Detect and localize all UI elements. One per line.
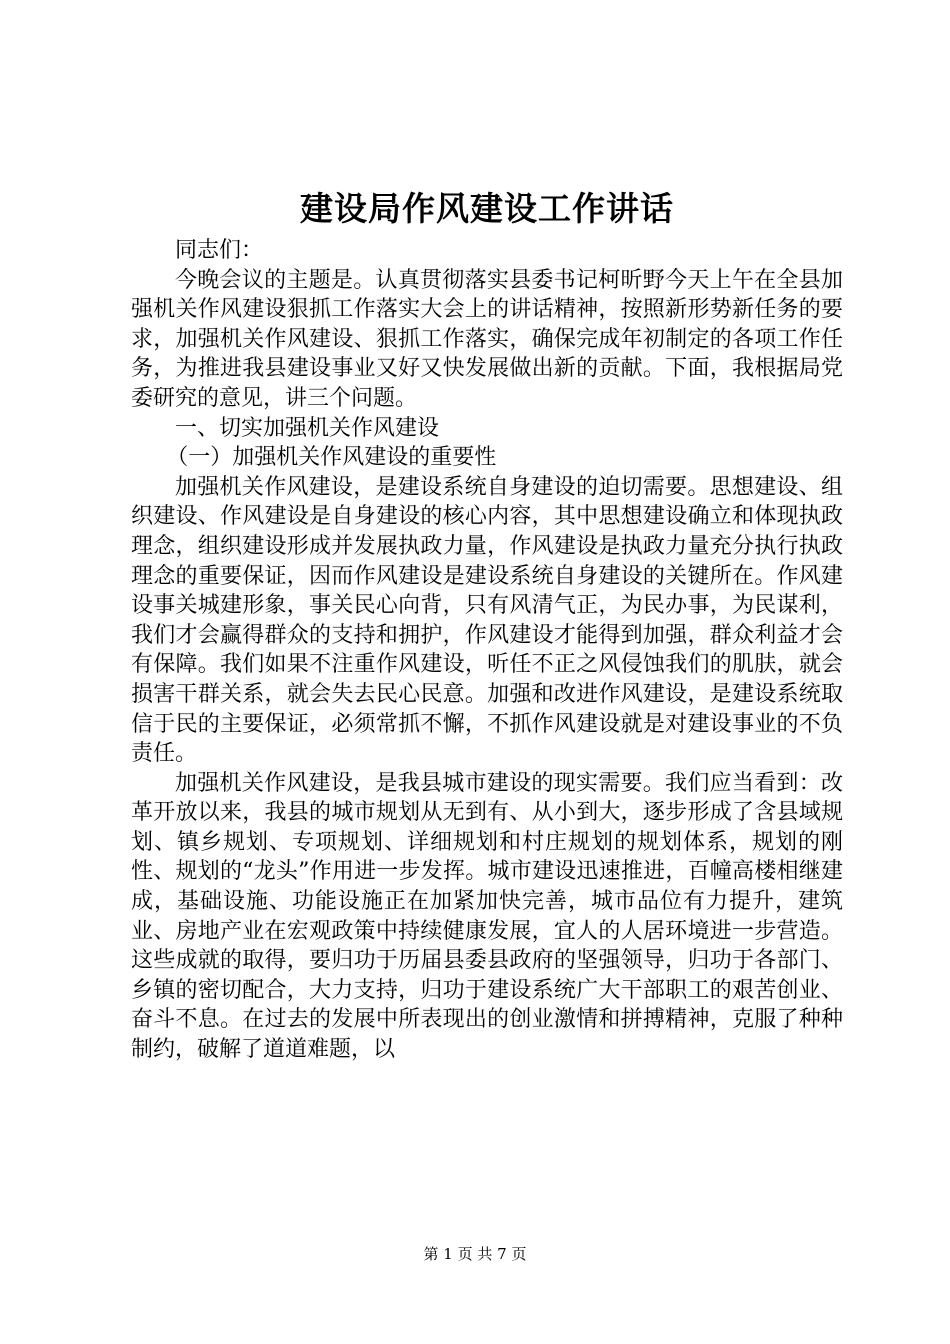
paragraph-intro: 今晚会议的主题是。认真贯彻落实县委书记柯昕野今天上午在全县加强机关作风建设狠抓工作落实大会上的讲话精神，按照新形势新任务的要求，加强机关作风建设、狠抓工作落实，确保完成年初制定的各项工作任务，为推进我县建设事业又好又快发展做出新的贡献。下面，我根据局党委研究的意见，讲三个问题。 xyxy=(131,267,843,411)
subsection-heading: （一）加强机关作风建设的重要性 xyxy=(166,445,497,471)
page-number: 第 1 页 共 7 页 xyxy=(423,1245,527,1263)
paragraph-body: 加强机关作风建设，是建设系统自身建设的迫切需要。思想建设、组织建设、作风建设是自身建设的核心内容，其中思想建设确立和体现执政理念，组织建设形成并发展执政力量，作风建设是执政力量充分执行执政理念的重要保证，因而作风建设是建设系统自身建设的关键所在。作风建设事关城建形象，事关民心向背，只有风清气正，为民办事，为民谋利，我们才会赢得群众的支持和拥护，作风建设才能得到加强，群众利益才会有保障。我们如果不注重作风建设，听任不正之风侵蚀我们的肌肤，就会损害干群关系，就会失去民心民意。加强和改进作风建设，是建设系统取信于民的主要保证，必须常抓不懈，不抓作风建设就是对建设事业的不负责任。 xyxy=(131,474,843,767)
greeting: 同志们： xyxy=(175,238,264,263)
document-body xyxy=(131,186,843,1065)
document-title: 建设局作风建设工作讲话 xyxy=(300,189,674,228)
section-heading: 一、切实加强机关作风建设 xyxy=(175,415,440,441)
paragraph-body: 加强机关作风建设，是我县城市建设的现实需要。我们应当看到：改革开放以来，我县的城市规划从无到有、从小到大，逐步形成了含县域规划、镇乡规划、专项规划、详细规划和村庄规划的规划体系，规划的刚性、规划的“龙头”作用进一步发挥。城市建设迅速推进，百幢高楼相继建成，基础设施、功能设施正在加紧加快完善，城市品位有力提升，建筑业、房地产业在宏观政策中持续健康发展，宜人的人居环境进一步营造。这些成就的取得，要归功于历届县委县政府的坚强领导，归功于各部门、乡镇的密切配合，大力支持，归功于建设系统广大干部职工的艰苦创业、奋斗不息。在过去的发展中所表现出的创业激情和拼搏精神，克服了种种制约，破解了道道难题，以 xyxy=(131,770,843,1063)
